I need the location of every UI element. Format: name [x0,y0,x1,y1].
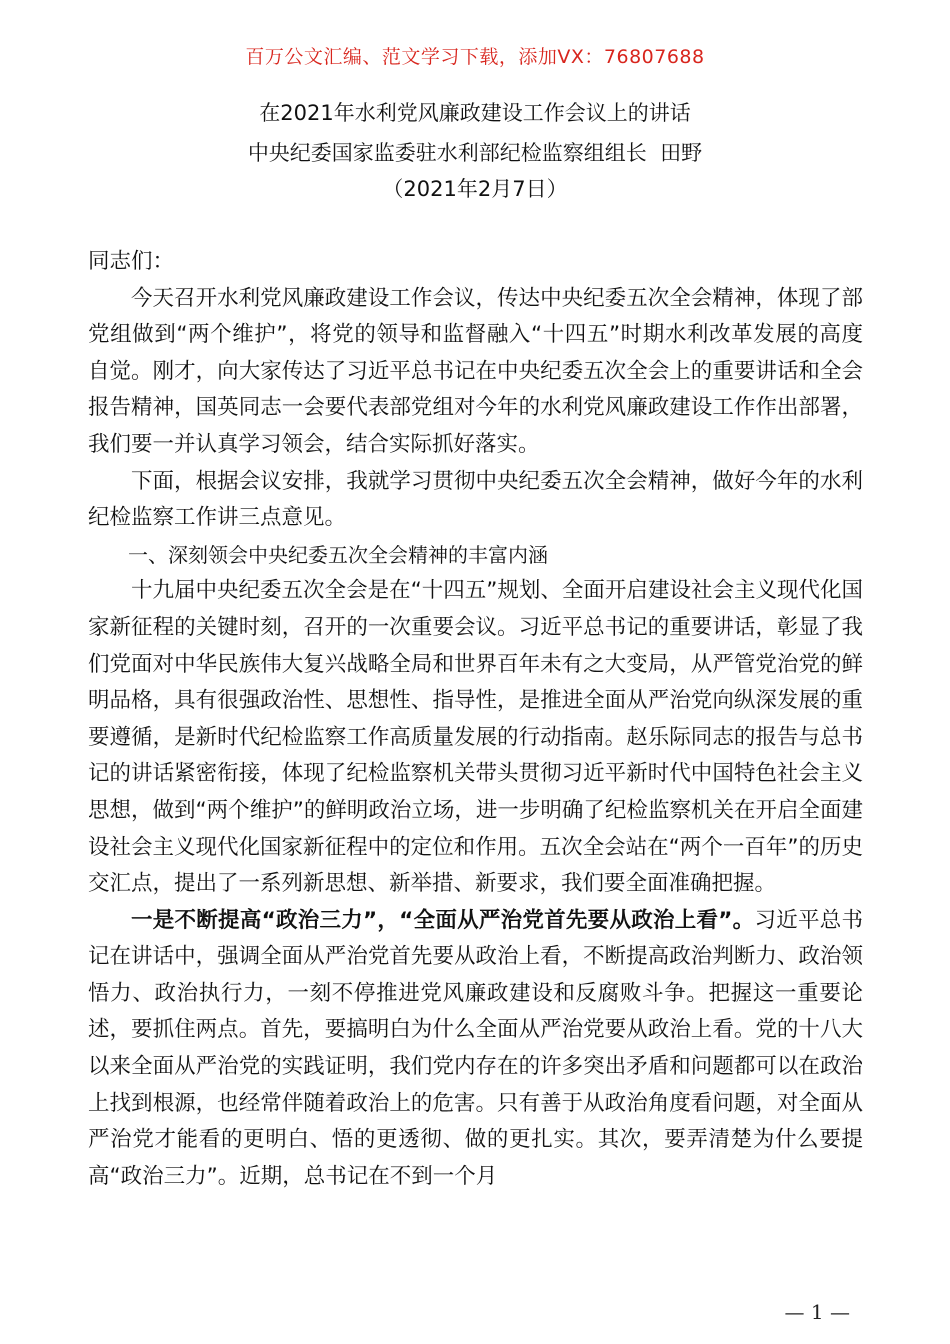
paragraph-3: 十九届中央纪委五次全会是在“十四五”规划、全面开启建设社会主义现代化国家新征程的关键时刻，召开的一次重要会议。习近平总书记的重要讲话，彰显了我们党面对中华民族伟大复兴战略全局和世界百年未有之大变局，从严管党治党的鲜明品格，具有很强政治性、思想性、指导性，是推进全面从严治党向纵深发展的重要遵循，是新时代纪检监察工作高质量发展的行动指南。赵乐际同志的报告与总书记的讲话紧密衔接，体现了纪检监察机关带头贯彻习近平新时代中国特色社会主义思想，做到“两个维护”的鲜明政治立场，进一步明确了纪检监察机关在开启全面建设社会主义现代化国家新征程中的定位和作用。五次全会站在“两个一百年”的历史交汇点，提出了一系列新思想、新举措、新要求，我们要全面准确把握。 [88,578,863,897]
paragraph-4-text: 习近平总书记在讲话中，强调全面从严治党首先要从政治上看，不断提高政治判断力、政治领悟力、政治执行力，一刻不停推进党风廉政建设和反腐败斗争。把握这一重要论述，要抓住两点。首先，要搞明白为什么全面从严治党要从政治上看。党的十八大以来全面从严治党的实践证明，我们党内存在的许多突出矛盾和问题都可以在政治上找到根源，也经常伴随着政治上的危害。只有善于从政治角度看问题，对全面从严治党才能看的更明白、悟的更透彻、做的更扎实。其次，要弄清楚为什么要提高“政治三力”。近期，总书记在不到一个月 [88,907,863,1189]
paragraph-4-lead: 一是不断提高“政治三力”，“全面从严治党首先要从政治上看”。 [131,907,755,933]
speaker-line: 中央纪委国家监委驻水利部纪检监察组组长 田野 [247,141,703,165]
greeting: 同志们： [88,249,175,274]
paragraph-1: 今天召开水利党风廉政建设工作会议，传达中央纪委五次全会精神，体现了部党组做到“两个维护”，将党的领导和监督融入“十四五”时期水利改革发展的高度自觉。刚才，向大家传达了习近平总书记在中央纪委五次全会上的重要讲话和全会报告精神，国英同志一会要代表部党组对今年的水利党风廉政建设工作作出部署，我们要一并认真学习领会，结合实际抓好落实。 [88,285,863,457]
speech-title: 在2021年水利党风廉政建设工作会议上的讲话 [259,101,691,125]
paragraph-2: 下面，根据会议安排，我就学习贯彻中央纪委五次全会精神，做好今年的水利纪检监察工作讲三点意见。 [88,468,863,531]
section-heading-1: 一、深刻领会中央纪委五次全会精神的丰富内涵 [128,542,548,567]
speech-date: （2021年2月7日） [382,177,568,201]
page-number: — 1 — [784,1300,850,1324]
watermark-banner: 百万公文汇编、范文学习下载，添加VX：76807688 [245,46,705,68]
paragraph-4 [88,903,863,1196]
document-body [88,244,863,1195]
